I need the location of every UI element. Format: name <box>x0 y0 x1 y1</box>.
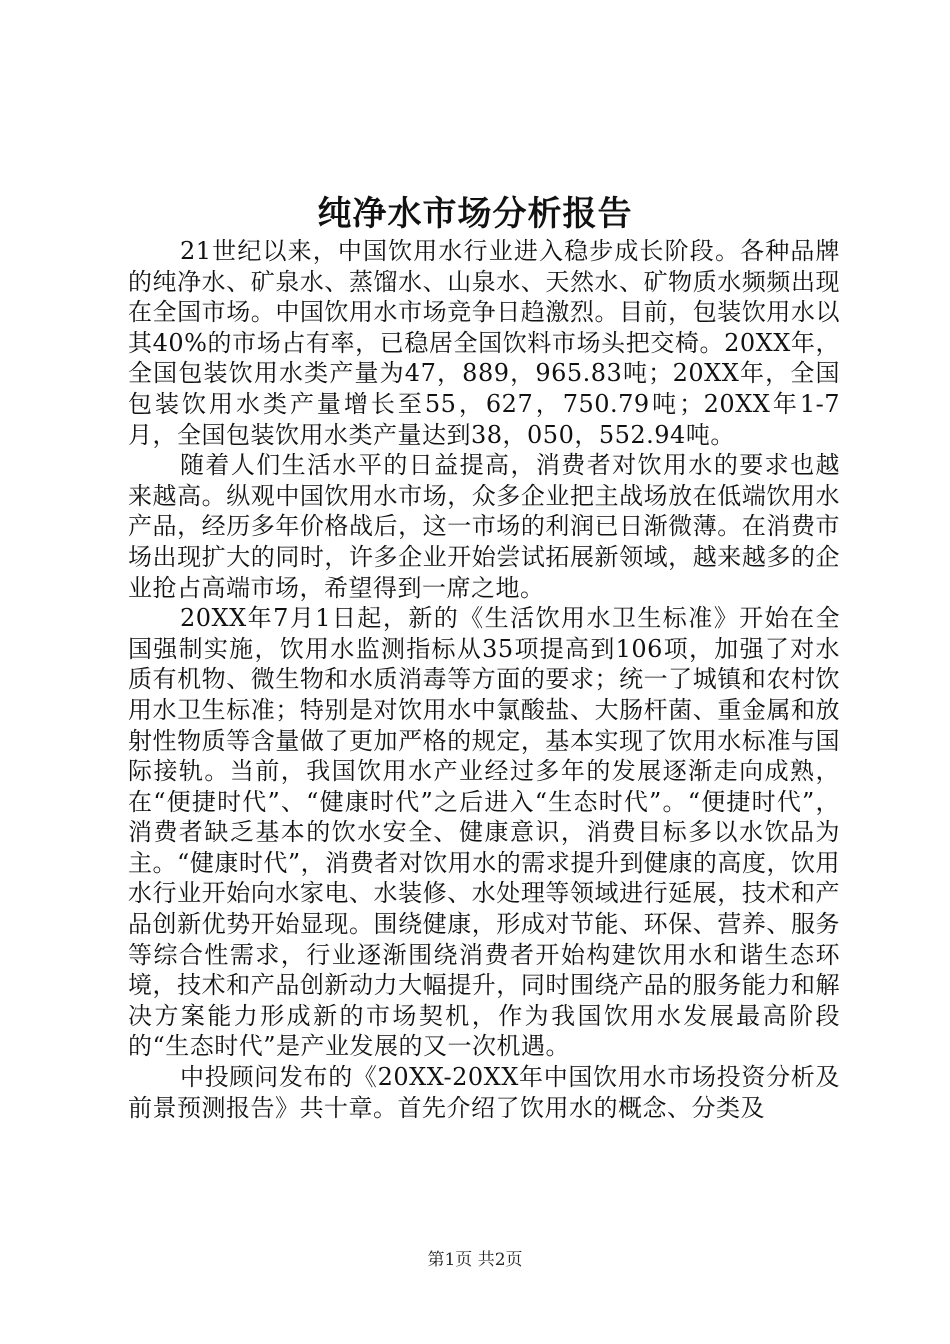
paragraph-1: 21世纪以来，中国饮用水行业进入稳步成长阶段。各种品牌的纯净水、矿泉水、蒸馏水、山泉水、天然水、矿物质水频频出现在全国市场。中国饮用水市场竞争日趋激烈。目前，包装饮用水以其40%的市场占有率，已稳居全国饮料市场头把交椅。20XX年，全国包装饮用水类产量为47，889，965.83吨；20XX年，全国包装饮用水类产量增长至55，627，750.79吨；20XX年1-7月，全国包装饮用水类产量达到38，050，552.94吨。 <box>128 237 840 449</box>
page-number-footer: 第1页 共2页 <box>427 1250 523 1270</box>
paragraph-4: 中投顾问发布的《20XX-20XX年中国饮用水市场投资分析及前景预测报告》共十章。首先介绍了饮用水的概念、分类及 <box>128 1063 840 1122</box>
document-body <box>128 236 840 1123</box>
paragraph-3: 20XX年7月1日起，新的《生活饮用水卫生标准》开始在全国强制实施，饮用水监测指标从35项提高到106项，加强了对水质有机物、微生物和水质消毒等方面的要求；统一了城镇和农村饮用水卫生标准；特别是对饮用水中氯酸盐、大肠杆菌、重金属和放射性物质等含量做了更加严格的规定，基本实现了饮用水标准与国际接轨。当前，我国饮用水产业经过多年的发展逐渐走向成熟，在“便捷时代”、“健康时代”之后进入“生态时代”。“便捷时代”，消费者缺乏基本的饮水安全、健康意识，消费目标多以水饮品为主。“健康时代”，消费者对饮用水的需求提升到健康的高度，饮用水行业开始向水家电、水装修、水处理等领域进行延展，技术和产品创新优势开始显现。围绕健康，形成对节能、环保、营养、服务等综合性需求，行业逐渐围绕消费者开始构建饮用水和谐生态环境，技术和产品创新动力大幅提升，同时围绕产品的服务能力和解决方案能力形成新的市场契机，作为我国饮用水发展最高阶段的“生态时代”是产业发展的又一次机遇。 <box>128 604 840 1061</box>
paragraph-2: 随着人们生活水平的日益提高，消费者对饮用水的要求也越来越高。纵观中国饮用水市场，众多企业把主战场放在低端饮用水产品，经历多年价格战后，这一市场的利润已日渐微薄。在消费市场出现扩大的同时，许多企业开始尝试拓展新领域，越来越多的企业抢占高端市场，希望得到一席之地。 <box>128 451 840 602</box>
document-title: 纯净水市场分析报告 <box>317 194 633 234</box>
